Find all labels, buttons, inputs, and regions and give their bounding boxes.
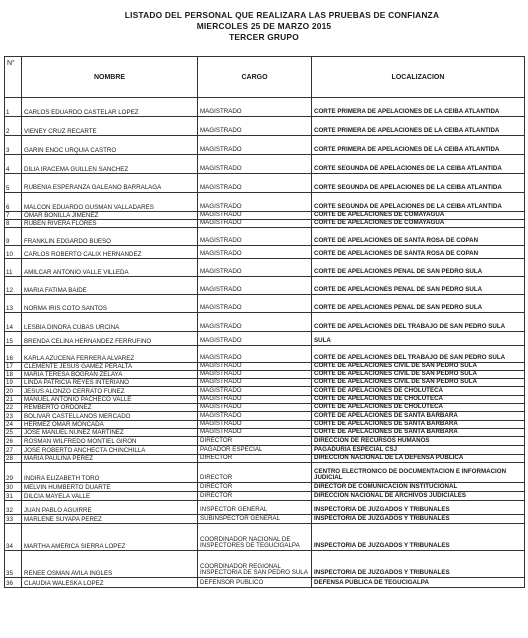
- row-localizacion: CORTE DE APELACIONES CIVIL DE SAN PEDRO SULA: [312, 363, 525, 371]
- row-cargo: MAGISTRADO: [198, 404, 312, 412]
- row-localizacion: CORTE PRIMERA DE APELACIONES DE LA CEIBA ATLANTIDA: [312, 136, 525, 155]
- table-row: [5, 332, 525, 346]
- header-localizacion: LOCALIZACION: [312, 57, 525, 98]
- row-nombre: MELVIN HUMBERTO DUARTE: [22, 483, 198, 492]
- row-cargo: INSPECTOR GENERAL: [198, 501, 312, 515]
- row-cargo: COORDINADOR NACIONAL DE INSPECTORES DE TEGUCIGALPA: [198, 524, 312, 551]
- row-localizacion: CORTE DE APELACIONES DE CHOLUTECA: [312, 396, 525, 404]
- row-localizacion: DEFENSA PUBLICA DE TEGUCIGALPA: [312, 578, 525, 588]
- row-cargo: MAGISTRADO: [198, 412, 312, 421]
- title-line-3: TERCER GRUPO: [229, 31, 299, 42]
- row-localizacion: CORTE DE APELACIONES CIVIL DE SAN PEDRO SULA: [312, 379, 525, 387]
- row-number: 7: [5, 212, 22, 220]
- row-cargo: COORDINADOR REGIONAL INSPECTORIA DE SAN PEDRO SULA: [198, 551, 312, 578]
- row-number: 26: [5, 437, 22, 446]
- row-cargo: MAGISTRADO: [198, 396, 312, 404]
- row-cargo: MAGISTRADO: [198, 117, 312, 136]
- row-localizacion: CORTE DE APELACIONES DE SANTA ROSA DE COPAN: [312, 228, 525, 246]
- table-row: [5, 437, 525, 446]
- row-number: 6: [5, 193, 22, 212]
- row-number: 31: [5, 492, 22, 501]
- row-cargo: MAGISTRADO: [198, 193, 312, 212]
- row-nombre: CLEMENTE JESUS GAMEZ PERALTA: [22, 363, 198, 371]
- row-localizacion: SULA: [312, 332, 525, 346]
- row-number: 9: [5, 228, 22, 246]
- row-number: 19: [5, 379, 22, 387]
- document-title-block: [0, 10, 528, 42]
- row-localizacion: DIRECCION DE RECURSOS HUMANOS: [312, 437, 525, 446]
- table-row: [5, 421, 525, 429]
- row-cargo: MAGISTRADO: [198, 332, 312, 346]
- row-localizacion: CORTE DE APELACIONES CIVIL DE SAN PEDRO SULA: [312, 371, 525, 379]
- row-number: 3: [5, 136, 22, 155]
- row-cargo: PAGADOR ESPECIAL: [198, 446, 312, 455]
- row-number: 25: [5, 429, 22, 437]
- table-row: [5, 396, 525, 404]
- row-localizacion: CENTRO ELECTRONICO DE DOCUMENTACION E INFORMACION JUDICIAL: [312, 463, 525, 483]
- row-nombre: GARIN ENOC URQUIA CASTRO: [22, 136, 198, 155]
- row-localizacion: CORTE SEGUNDA DE APELACIONES DE LA CEIBA ATLANTIDA: [312, 193, 525, 212]
- personnel-table: [4, 56, 525, 588]
- row-nombre: MARIA FATIMA BAIDE: [22, 277, 198, 295]
- row-cargo: MAGISTRADO: [198, 212, 312, 220]
- row-number: 28: [5, 455, 22, 463]
- row-number: 34: [5, 524, 22, 551]
- row-localizacion: INSPECTORIA DE JUZGADOS Y TRIBUNALES: [312, 551, 525, 578]
- row-number: 4: [5, 155, 22, 174]
- row-number: 36: [5, 578, 22, 588]
- table-row: [5, 313, 525, 332]
- row-number: 23: [5, 412, 22, 421]
- row-nombre: CLAUDIA WALESKA LOPEZ: [22, 578, 198, 588]
- row-localizacion: INSPECTORIA DE JUZGADOS Y TRIBUNALES: [312, 515, 525, 524]
- row-nombre: INDIRA ELIZABETH TORO: [22, 463, 198, 483]
- row-cargo: DIRECTOR: [198, 492, 312, 501]
- row-localizacion: DIRECCION NACIONAL DE ARCHIVOS JUDICIALES: [312, 492, 525, 501]
- table-row: [5, 501, 525, 515]
- row-cargo: MAGISTRADO: [198, 363, 312, 371]
- table-row: [5, 277, 525, 295]
- row-nombre: BRENDA CELINA HERNANDEZ FERRUFINO: [22, 332, 198, 346]
- row-cargo: MAGISTRADO: [198, 246, 312, 259]
- table-row: [5, 259, 525, 277]
- row-nombre: HERMEZ OMAR MONCADA: [22, 421, 198, 429]
- table-row: [5, 193, 525, 212]
- row-number: 8: [5, 220, 22, 228]
- row-cargo: MAGISTRADO: [198, 155, 312, 174]
- row-nombre: AMILCAR ANTONIO VALLE VILLEDA: [22, 259, 198, 277]
- table-row: [5, 379, 525, 387]
- table-row: [5, 412, 525, 421]
- row-nombre: MALCON EDUARDO GUSMAN VALLADARES: [22, 193, 198, 212]
- row-nombre: MANUEL ANTONIO PACHECO VALLE: [22, 396, 198, 404]
- row-localizacion: INSPECTORIA DE JUZGADOS Y TRIBUNALES: [312, 501, 525, 515]
- table-row: [5, 551, 525, 578]
- row-localizacion: CORTE DE APELACIONES DE CHOLUTECA: [312, 387, 525, 396]
- row-localizacion: INSPECTORIA DE JUZGADOS Y TRIBUNALES: [312, 524, 525, 551]
- table-header-row: [5, 57, 525, 98]
- table-row: [5, 515, 525, 524]
- row-cargo: MAGISTRADO: [198, 136, 312, 155]
- row-localizacion: CORTE DE APELACIONES DE COMAYAGUA: [312, 220, 525, 228]
- row-localizacion: CORTE DE APELACIONES PENAL DE SAN PEDRO SULA: [312, 259, 525, 277]
- table-row: [5, 220, 525, 228]
- row-localizacion: CORTE PRIMERA DE APELACIONES DE LA CEIBA ATLANTIDA: [312, 98, 525, 117]
- row-cargo: DEFENSOR PUBLICO: [198, 578, 312, 588]
- row-cargo: DIRECTOR: [198, 455, 312, 463]
- row-nombre: REMBERTO ORDOÑEZ: [22, 404, 198, 412]
- row-number: 2: [5, 117, 22, 136]
- row-cargo: MAGISTRADO: [198, 313, 312, 332]
- table-row: [5, 346, 525, 363]
- row-cargo: MAGISTRADO: [198, 387, 312, 396]
- row-nombre: CARLOS EDUARDO CASTELAR LOPEZ: [22, 98, 198, 117]
- row-nombre: JUAN PABLO AGUIRRE: [22, 501, 198, 515]
- table-row: [5, 387, 525, 396]
- title-line-1: LISTADO DEL PERSONAL QUE REALIZARA LAS PRUEBAS DE CONFIANZA: [124, 10, 440, 20]
- table-row: [5, 174, 525, 193]
- row-nombre: MARIA TERESA BOGRAN ZELAYA: [22, 371, 198, 379]
- row-number: 12: [5, 277, 22, 295]
- table-row: [5, 117, 525, 136]
- row-nombre: OMAR BONILLA JIMENEZ: [22, 212, 198, 220]
- title-line-2: MIERCOLES 25 DE MARZO 2015: [196, 20, 332, 31]
- row-nombre: JOSE MANUEL NUÑEZ MARTINEZ: [22, 429, 198, 437]
- row-nombre: MARTHA AMERICA SIERRA LOPEZ: [22, 524, 198, 551]
- row-number: 5: [5, 174, 22, 193]
- row-number: 1: [5, 98, 22, 117]
- row-nombre: DILIA IRACEMA GUILLEN SANCHEZ: [22, 155, 198, 174]
- table-row: [5, 136, 525, 155]
- row-number: 15: [5, 332, 22, 346]
- row-cargo: SUBINSPECTOR GENERAL: [198, 515, 312, 524]
- row-localizacion: CORTE DE APELACIONES DE CHOLUTECA: [312, 404, 525, 412]
- row-localizacion: CORTE DE APELACIONES DEL TRABAJO DE SAN PEDRO SULA: [312, 313, 525, 332]
- row-cargo: MAGISTRADO: [198, 379, 312, 387]
- row-localizacion: CORTE DE APELACIONES DEL TRABAJO DE SAN PEDRO SULA: [312, 346, 525, 363]
- row-number: 11: [5, 259, 22, 277]
- row-number: 14: [5, 313, 22, 332]
- row-cargo: MAGISTRADO: [198, 295, 312, 313]
- table-row: [5, 246, 525, 259]
- row-number: 22: [5, 404, 22, 412]
- row-number: 24: [5, 421, 22, 429]
- row-cargo: MAGISTRADO: [198, 421, 312, 429]
- row-nombre: RENEE OSMAN AVILA INGLES: [22, 551, 198, 578]
- table-row: [5, 228, 525, 246]
- row-number: 29: [5, 463, 22, 483]
- row-localizacion: DIRECTOR DE COMUNICACIÓN INSTITUCIONAL: [312, 483, 525, 492]
- table-row: [5, 295, 525, 313]
- row-localizacion: PAGADURIA ESPECIAL CSJ: [312, 446, 525, 455]
- row-localizacion: CORTE DE APELACIONES DE SANTA BARBARA: [312, 429, 525, 437]
- table-row: [5, 524, 525, 551]
- row-number: 35: [5, 551, 22, 578]
- row-localizacion: CORTE DE APELACIONES DE COMAYAGUA: [312, 212, 525, 220]
- row-number: 30: [5, 483, 22, 492]
- row-nombre: VIENEY CRUZ RECARTE: [22, 117, 198, 136]
- table-row: [5, 371, 525, 379]
- row-cargo: MAGISTRADO: [198, 346, 312, 363]
- row-cargo: MAGISTRADO: [198, 429, 312, 437]
- row-number: 20: [5, 387, 22, 396]
- table-row: [5, 155, 525, 174]
- row-number: 27: [5, 446, 22, 455]
- row-nombre: ROSMAN WILFREDO MONTIEL GIRON: [22, 437, 198, 446]
- table-row: [5, 483, 525, 492]
- table-row: [5, 455, 525, 463]
- row-cargo: MAGISTRADO: [198, 259, 312, 277]
- row-nombre: KARLA AZUCENA FERRERA ALVAREZ: [22, 346, 198, 363]
- row-nombre: MARLENE SUYAPA PEREZ: [22, 515, 198, 524]
- row-cargo: MAGISTRADO: [198, 371, 312, 379]
- row-number: 33: [5, 515, 22, 524]
- row-cargo: MAGISTRADO: [198, 277, 312, 295]
- row-localizacion: CORTE DE APELACIONES DE SANTA BARBARA: [312, 421, 525, 429]
- row-number: 32: [5, 501, 22, 515]
- table-row: [5, 98, 525, 117]
- row-number: 21: [5, 396, 22, 404]
- row-cargo: DIRECTOR: [198, 437, 312, 446]
- row-number: 17: [5, 363, 22, 371]
- table-row: [5, 578, 525, 588]
- header-nombre: NOMBRE: [22, 57, 198, 98]
- row-nombre: FRANKLIN EDGARDO BUESO: [22, 228, 198, 246]
- table-row: [5, 492, 525, 501]
- row-cargo: MAGISTRADO: [198, 174, 312, 193]
- row-localizacion: CORTE SEGUNDA DE APELACIONES DE LA CEIBA ATLANTIDA: [312, 174, 525, 193]
- row-cargo: MAGISTRADO: [198, 228, 312, 246]
- row-localizacion: CORTE DE APELACIONES PENAL DE SAN PEDRO SULA: [312, 295, 525, 313]
- row-nombre: RUBEN RIVERA FLORES: [22, 220, 198, 228]
- table-row: [5, 404, 525, 412]
- row-nombre: NORMA IRIS COTO SANTOS: [22, 295, 198, 313]
- row-nombre: DILCIA MAYELA VALLE: [22, 492, 198, 501]
- row-localizacion: CORTE DE APELACIONES PENAL DE SAN PEDRO SULA: [312, 277, 525, 295]
- row-number: 13: [5, 295, 22, 313]
- row-localizacion: CORTE DE APELACIONES DE SANTA BARBARA: [312, 412, 525, 421]
- row-cargo: DIRECTOR: [198, 483, 312, 492]
- row-number: 16: [5, 346, 22, 363]
- header-number: N°: [5, 57, 22, 98]
- row-nombre: RUBENIA ESPERANZA GALEANO BARRALAGA: [22, 174, 198, 193]
- row-number: 18: [5, 371, 22, 379]
- row-localizacion: CORTE PRIMERA DE APELACIONES DE LA CEIBA ATLANTIDA: [312, 117, 525, 136]
- table-row: [5, 212, 525, 220]
- row-cargo: MAGISTRADO: [198, 98, 312, 117]
- table-row: [5, 446, 525, 455]
- row-localizacion: DIRECCION NACIONAL DE LA DEFENSA PUBLICA: [312, 455, 525, 463]
- table-row: [5, 463, 525, 483]
- table-row: [5, 429, 525, 437]
- table-row: [5, 363, 525, 371]
- row-nombre: CARLOS ROBERTO CALIX HERNANDEZ: [22, 246, 198, 259]
- row-cargo: MAGISTRADO: [198, 220, 312, 228]
- row-cargo: DIRECTOR: [198, 463, 312, 483]
- row-nombre: LESBIA DINORA CUBAS URCINA: [22, 313, 198, 332]
- row-nombre: LINDA PATRICIA REYES INTERIANO: [22, 379, 198, 387]
- header-cargo: CARGO: [198, 57, 312, 98]
- row-nombre: MARIA PAULINA PEREZ: [22, 455, 198, 463]
- row-localizacion: CORTE SEGUNDA DE APELACIONES DE LA CEIBA ATLANTIDA: [312, 155, 525, 174]
- row-nombre: BOLIVAR CASTELLANOS MERCADO: [22, 412, 198, 421]
- row-number: 10: [5, 246, 22, 259]
- row-nombre: JESUS ALONZO CERRATO FUNEZ: [22, 387, 198, 396]
- row-localizacion: CORTE DE APELACIONES DE SANTA ROSA DE COPAN: [312, 246, 525, 259]
- table-body: [5, 98, 525, 588]
- row-nombre: JOSE ROBERTO ANCHECTA CHINCHILLA: [22, 446, 198, 455]
